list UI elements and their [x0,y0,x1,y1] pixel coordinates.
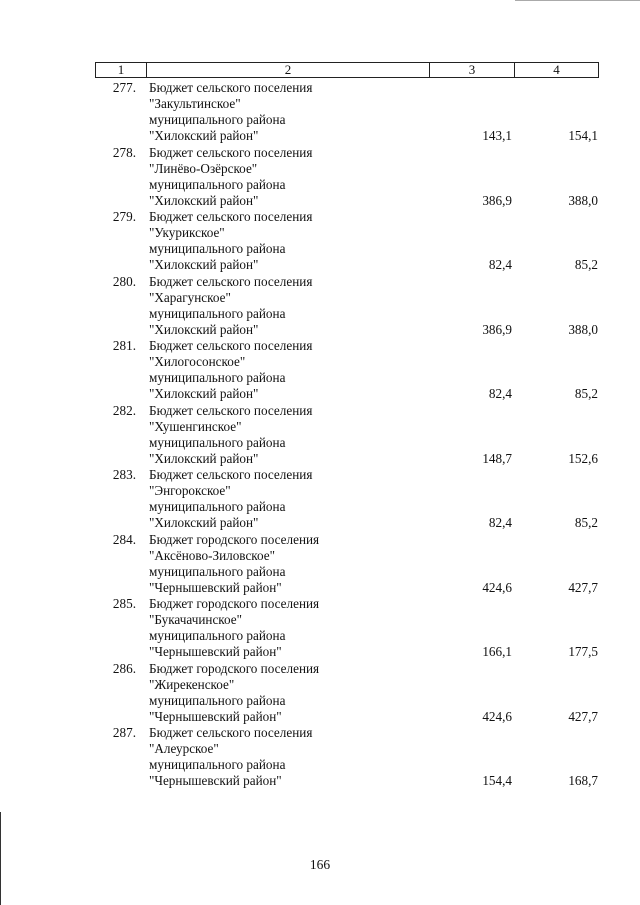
budget-name [149,467,419,531]
value-col-4: 85,2 [574,257,598,273]
budget-name-line: "Хушенгинское" [149,418,242,434]
value-col-3: 386,9 [482,321,512,337]
budget-name-line: "Хилокский район" [149,128,259,144]
budget-name [149,274,419,338]
table-row [95,145,599,210]
budget-name-line: "Чернышевский район" [149,773,282,789]
value-col-4: 177,5 [568,644,598,660]
row-number: 281. [112,338,136,353]
budget-name-line: "Хилокский район" [149,515,259,531]
budget-name [149,80,419,144]
value-col-3: 166,1 [482,644,512,660]
budget-name-line: Бюджет городского поселения [149,660,320,676]
budget-name-line: муниципального района [149,757,286,773]
budget-name-line: "Хилокский район" [149,450,259,466]
row-number: 282. [112,402,136,418]
budget-name-line: "Жирекенское" [149,676,235,692]
budget-name-line: муниципального района [149,112,286,128]
row-number: 285. [112,596,136,611]
budget-name-line: Бюджет сельского поселения [149,80,313,95]
budget-name-line: "Хилокский район" [149,386,259,402]
budget-name-line: муниципального района [149,563,286,579]
table-row [95,725,599,790]
budget-name [149,596,419,660]
value-col-4: 388,0 [568,321,598,337]
budget-name-line: муниципального района [149,176,286,192]
budget-name-line: муниципального района [149,370,286,386]
value-col-4: 427,7 [568,708,598,724]
row-number: 278. [112,144,136,160]
row-number: 283. [112,467,136,482]
value-col-4: 85,2 [574,515,598,531]
value-col-4: 388,0 [568,192,598,208]
header-col-2: 2 [147,63,430,77]
budget-name-line: Бюджет сельского поселения [149,144,313,160]
row-number: 280. [112,273,136,289]
budget-name-line: муниципального района [149,241,286,257]
budget-name-line: "Чернышевский район" [149,644,282,660]
budget-name-line: "Линёво-Озёрское" [149,160,258,176]
table-row [95,596,599,661]
budget-name [149,725,419,789]
budget-name-line: Бюджет городского поселения [149,531,320,547]
budget-name-line: Бюджет сельского поселения [149,725,313,740]
header-col-4: 4 [553,62,560,77]
budget-name-line: "Хилокский район" [149,257,259,273]
table-header [95,62,599,78]
value-col-4: 154,1 [568,128,598,144]
budget-name-line: Бюджет сельского поселения [149,467,313,482]
row-number: 286. [112,660,136,676]
value-col-3: 386,9 [482,192,512,208]
budget-name [149,532,419,596]
table-row [95,80,599,145]
budget-name-line: "Букачачинское" [149,612,243,628]
budget-name [149,145,419,209]
row-number: 279. [112,209,136,224]
budget-name-line: муниципального района [149,499,286,515]
budget-name-line: Бюджет сельского поселения [149,273,313,289]
budget-name-line: "Хилокский район" [149,321,259,337]
budget-name-line: "Закультинское" [149,96,241,112]
value-col-3: 154,4 [482,773,512,789]
table-row [95,532,599,597]
value-col-3: 82,4 [488,257,512,273]
budget-name-line: Бюджет сельского поселения [149,338,313,353]
budget-name [149,209,419,273]
budget-name-line: "Аксёново-Зиловское" [149,547,276,563]
table-row [95,274,599,339]
scan-edge-mark [515,0,640,1]
value-col-3: 143,1 [482,128,512,144]
budget-name-line: Бюджет городского поселения [149,596,320,611]
budget-name-line: "Укурикское" [149,225,225,241]
header-col-3: 3 [430,63,515,77]
budget-name-line: "Чернышевский район" [149,708,282,724]
budget-name-line: муниципального района [149,628,286,644]
budget-name-line: "Чернышевский район" [149,579,282,595]
value-col-4: 152,6 [568,450,598,466]
budget-name-line: муниципального района [149,434,286,450]
value-col-4: 168,7 [568,773,598,789]
header-col-1: 1 [96,63,147,77]
budget-name-line: Бюджет сельского поселения [149,209,313,224]
table-body [95,80,599,790]
value-col-4: 85,2 [574,386,598,402]
budget-name-line: "Харагунское" [149,289,231,305]
row-number: 284. [112,531,136,547]
value-col-3: 148,7 [482,450,512,466]
budget-name-line: "Хилогосонское" [149,354,246,370]
budget-name-line: муниципального района [149,692,286,708]
table-row [95,209,599,274]
table-row [95,467,599,532]
budget-name-line: Бюджет сельского поселения [149,402,313,418]
row-number: 277. [112,80,136,95]
budget-name-line: муниципального района [149,305,286,321]
value-col-4: 427,7 [568,579,598,595]
row-number: 287. [112,725,136,740]
budget-name [149,403,419,467]
table-row [95,661,599,726]
budget-name [149,338,419,402]
value-col-3: 424,6 [482,579,512,595]
table-row [95,338,599,403]
value-col-3: 82,4 [488,515,512,531]
page-number: 166 [309,857,331,872]
scan-edge-mark [0,812,1,905]
budget-name-line: "Энгорокское" [149,483,231,499]
budget-name-line: "Алеурское" [149,741,219,757]
table-row [95,403,599,468]
budget-name-line: "Хилокский район" [149,192,259,208]
budget-name [149,661,419,725]
value-col-3: 424,6 [482,708,512,724]
value-col-3: 82,4 [488,386,512,402]
